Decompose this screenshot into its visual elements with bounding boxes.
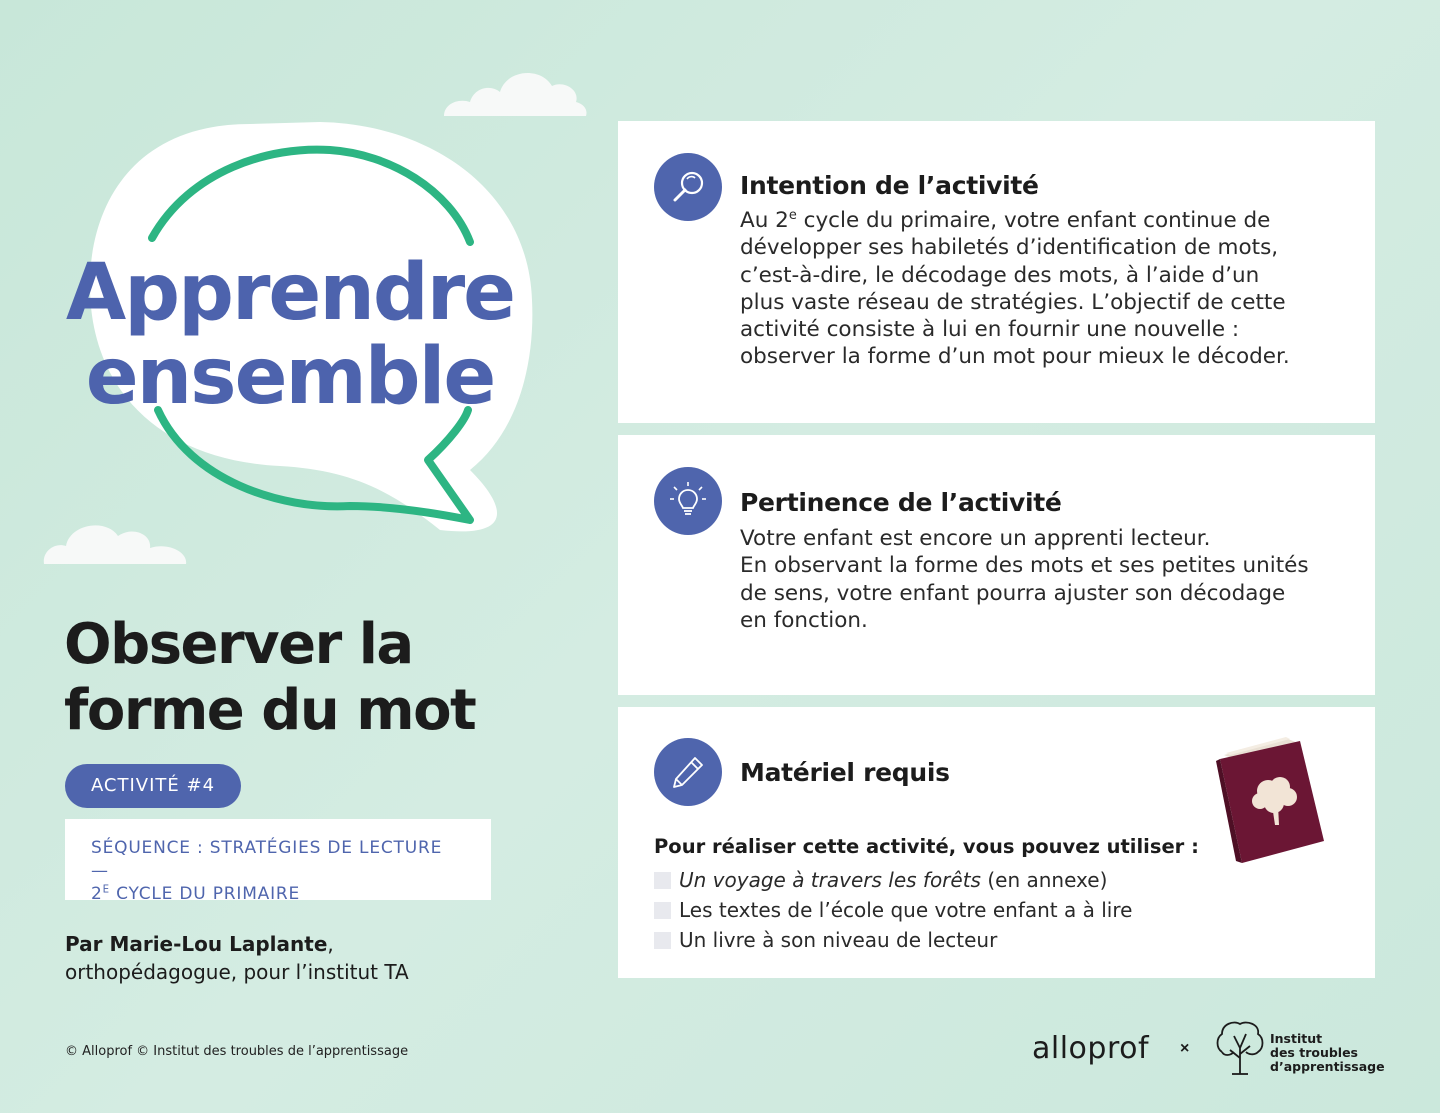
magnifying-glass-icon: [654, 153, 722, 221]
checkbox[interactable]: [654, 872, 671, 889]
author-name: Par Marie-Lou Laplante: [65, 932, 328, 956]
sequence-line-1: SÉQUENCE : STRATÉGIES DE LECTURE —: [91, 838, 443, 881]
intention-line-1: [740, 207, 1350, 234]
material-item-1-note: (en annexe): [980, 868, 1108, 892]
page-title: [64, 612, 544, 744]
card-title-materiel: Matériel requis: [740, 758, 950, 787]
ita-line: des troubles: [1270, 1045, 1358, 1060]
card-title-pertinence: Pertinence de l’activité: [740, 488, 1062, 517]
title-line-2: forme du mot: [64, 678, 476, 743]
material-item-1: [654, 868, 1107, 892]
intention-line-1-sup: e: [788, 207, 797, 223]
sequence-cycle-number: 2: [91, 884, 103, 904]
intention-line: c’est-à-dire, le décodage des mots, à l’aide d’un: [740, 262, 1260, 288]
title-line-1: Observer la: [64, 612, 413, 677]
ita-line: Institut: [1270, 1031, 1323, 1046]
material-item-3: [654, 928, 997, 952]
alloprof-logo: alloprof: [1032, 1031, 1150, 1066]
logo-word-apprendre: Apprendre: [65, 248, 515, 338]
copyright: © Alloprof © Institut des troubles de l’apprentissage: [65, 1044, 409, 1059]
sequence-cycle-sup: E: [102, 884, 110, 896]
checkbox[interactable]: [654, 932, 671, 949]
sequence-line-2: [91, 883, 465, 906]
intention-line-1-pre: Au 2: [740, 208, 789, 233]
author-role: orthopédagogue, pour l’institut TA: [65, 960, 409, 984]
pertinence-line: en fonction.: [740, 607, 868, 633]
book-icon: [1216, 733, 1328, 865]
intention-line: développer ses habiletés d’identification de mots,: [740, 235, 1279, 261]
tree-brain-icon: [1214, 1018, 1266, 1076]
pertinence-line: En observant la forme des mots et ses petites unités: [740, 553, 1309, 579]
ita-logo-text: [1270, 1032, 1385, 1074]
pertinence-line: de sens, votre enfant pourra ajuster son décodage: [740, 580, 1286, 606]
material-item-2: [654, 898, 1132, 922]
card-materiel: [618, 707, 1375, 978]
pencil-icon: [654, 738, 722, 806]
card-body-intention: [740, 207, 1350, 371]
checkbox[interactable]: [654, 902, 671, 919]
card-body-pertinence: [740, 525, 1350, 634]
materiel-intro: Pour réaliser cette activité, vous pouvez utiliser :: [654, 835, 1199, 858]
intention-line-1-post: cycle du primaire, votre enfant continue de: [796, 208, 1271, 233]
ita-line: d’apprentissage: [1270, 1059, 1385, 1074]
material-item-3-label: Un livre à son niveau de lecteur: [679, 928, 998, 952]
pertinence-line: Votre enfant est encore un apprenti lecteur.: [740, 526, 1211, 551]
intention-line: observer la forme d’un mot pour mieux le décoder.: [740, 344, 1290, 370]
intention-line: activité consiste à lui en fournir une nouvelle :: [740, 317, 1240, 343]
card-intention: [618, 121, 1375, 423]
card-title-intention: Intention de l’activité: [740, 171, 1039, 200]
sequence-cycle-rest: CYCLE DU PRIMAIRE: [109, 884, 301, 904]
intention-line: plus vaste réseau de stratégies. L’objectif de cette: [740, 289, 1286, 315]
author-credit: [65, 930, 409, 986]
times-sign: ×: [1180, 1040, 1190, 1057]
lightbulb-icon: [654, 467, 722, 535]
sequence-box: [65, 819, 491, 904]
card-pertinence: [618, 435, 1375, 695]
material-item-2-label: Les textes de l’école que votre enfant a à lire: [679, 898, 1133, 922]
author-comma: ,: [327, 932, 334, 956]
material-item-1-title: Un voyage à travers les forêts: [679, 868, 981, 892]
logo-word-ensemble: ensemble: [85, 332, 495, 422]
activity-badge: ACTIVITÉ #4: [65, 764, 241, 808]
